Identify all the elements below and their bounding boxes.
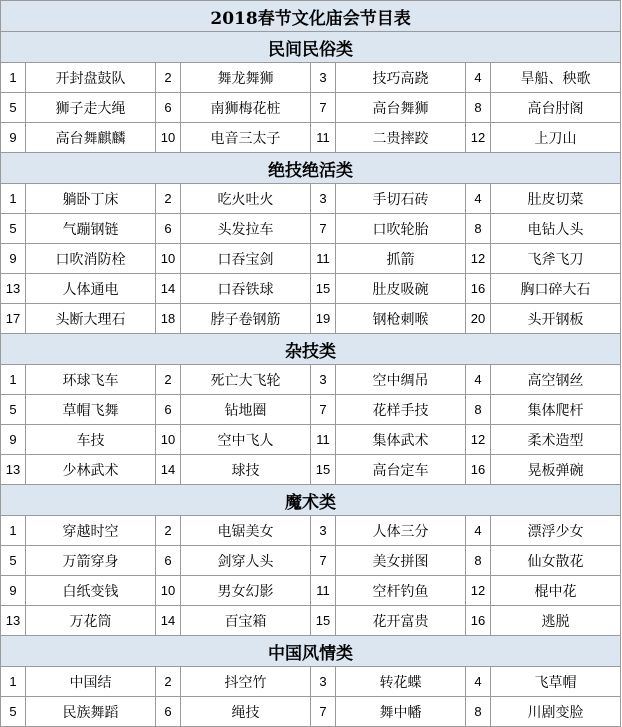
program-name: 死亡大飞轮 bbox=[181, 365, 311, 395]
program-number: 8 bbox=[466, 697, 491, 727]
program-number: 2 bbox=[156, 667, 181, 697]
program-number: 12 bbox=[466, 576, 491, 606]
program-name: 技巧高跷 bbox=[336, 63, 466, 93]
program-name: 剑穿人头 bbox=[181, 546, 311, 576]
program-name: 仙女散花 bbox=[491, 546, 621, 576]
program-number: 9 bbox=[1, 244, 26, 274]
program-name: 躺卧丁床 bbox=[26, 184, 156, 214]
program-name: 南狮梅花桩 bbox=[181, 93, 311, 123]
section-title: 绝技绝活类 bbox=[1, 153, 621, 184]
program-name: 万花筒 bbox=[26, 606, 156, 636]
table-row bbox=[1, 63, 621, 93]
table-row bbox=[1, 667, 621, 697]
program-name: 男女幻影 bbox=[181, 576, 311, 606]
program-name: 逃脱 bbox=[491, 606, 621, 636]
program-number: 15 bbox=[311, 606, 336, 636]
program-name: 钻地圈 bbox=[181, 395, 311, 425]
program-name: 少林武术 bbox=[26, 455, 156, 485]
program-name: 花样手技 bbox=[336, 395, 466, 425]
program-number: 4 bbox=[466, 365, 491, 395]
program-name: 二贵摔跤 bbox=[336, 123, 466, 153]
program-number: 20 bbox=[466, 304, 491, 334]
program-number: 1 bbox=[1, 365, 26, 395]
program-name: 脖子卷钢筋 bbox=[181, 304, 311, 334]
program-number: 8 bbox=[466, 214, 491, 244]
program-name: 高台舞麒麟 bbox=[26, 123, 156, 153]
program-number: 9 bbox=[1, 123, 26, 153]
program-name: 集体爬杆 bbox=[491, 395, 621, 425]
program-number: 1 bbox=[1, 516, 26, 546]
program-number: 2 bbox=[156, 516, 181, 546]
program-number: 19 bbox=[311, 304, 336, 334]
program-number: 16 bbox=[466, 455, 491, 485]
program-name: 口吹消防栓 bbox=[26, 244, 156, 274]
program-name: 人体三分 bbox=[336, 516, 466, 546]
program-number: 6 bbox=[156, 395, 181, 425]
program-name: 开封盘鼓队 bbox=[26, 63, 156, 93]
section-title: 杂技类 bbox=[1, 334, 621, 365]
table-row bbox=[1, 546, 621, 576]
table-row bbox=[1, 274, 621, 304]
program-number: 8 bbox=[466, 93, 491, 123]
program-number: 11 bbox=[311, 576, 336, 606]
program-name: 白纸变钱 bbox=[26, 576, 156, 606]
program-name: 头开钢板 bbox=[491, 304, 621, 334]
program-number: 16 bbox=[466, 606, 491, 636]
program-number: 5 bbox=[1, 93, 26, 123]
section-header-row bbox=[1, 636, 621, 667]
program-number: 9 bbox=[1, 576, 26, 606]
title-row bbox=[1, 1, 621, 32]
table-row bbox=[1, 123, 621, 153]
program-number: 2 bbox=[156, 184, 181, 214]
program-name: 高台舞狮 bbox=[336, 93, 466, 123]
program-name: 中国结 bbox=[26, 667, 156, 697]
program-number: 12 bbox=[466, 123, 491, 153]
program-number: 4 bbox=[466, 63, 491, 93]
program-number: 5 bbox=[1, 214, 26, 244]
program-name: 电锯美女 bbox=[181, 516, 311, 546]
program-number: 7 bbox=[311, 697, 336, 727]
program-number: 5 bbox=[1, 697, 26, 727]
program-number: 18 bbox=[156, 304, 181, 334]
table-row bbox=[1, 576, 621, 606]
program-number: 10 bbox=[156, 123, 181, 153]
program-name: 口吞宝剑 bbox=[181, 244, 311, 274]
program-name: 车技 bbox=[26, 425, 156, 455]
program-name: 肚皮吸碗 bbox=[336, 274, 466, 304]
program-number: 5 bbox=[1, 546, 26, 576]
program-number: 12 bbox=[466, 425, 491, 455]
program-name: 环球飞车 bbox=[26, 365, 156, 395]
program-name: 抖空竹 bbox=[181, 667, 311, 697]
program-name: 高空钢丝 bbox=[491, 365, 621, 395]
table-row bbox=[1, 697, 621, 727]
program-number: 1 bbox=[1, 667, 26, 697]
table-row bbox=[1, 395, 621, 425]
section-header-row bbox=[1, 334, 621, 365]
program-name: 川剧变脸 bbox=[491, 697, 621, 727]
program-name: 旱船、秧歌 bbox=[491, 63, 621, 93]
program-name: 人体通电 bbox=[26, 274, 156, 304]
program-name: 美女拼图 bbox=[336, 546, 466, 576]
program-name: 舞中幡 bbox=[336, 697, 466, 727]
section-header-row bbox=[1, 153, 621, 184]
program-number: 6 bbox=[156, 214, 181, 244]
program-name: 钢枪刺喉 bbox=[336, 304, 466, 334]
program-name: 高台定车 bbox=[336, 455, 466, 485]
program-number: 15 bbox=[311, 455, 336, 485]
program-number: 9 bbox=[1, 425, 26, 455]
table-title: 2018春节文化庙会节目表 bbox=[1, 1, 621, 32]
program-name: 胸口碎大石 bbox=[491, 274, 621, 304]
program-name: 民族舞蹈 bbox=[26, 697, 156, 727]
program-number: 3 bbox=[311, 667, 336, 697]
program-name: 飞草帽 bbox=[491, 667, 621, 697]
program-number: 6 bbox=[156, 697, 181, 727]
program-name: 电钻人头 bbox=[491, 214, 621, 244]
program-name: 肚皮切菜 bbox=[491, 184, 621, 214]
program-number: 1 bbox=[1, 184, 26, 214]
program-number: 10 bbox=[156, 244, 181, 274]
program-name: 舞龙舞狮 bbox=[181, 63, 311, 93]
program-number: 7 bbox=[311, 395, 336, 425]
program-name: 上刀山 bbox=[491, 123, 621, 153]
program-number: 5 bbox=[1, 395, 26, 425]
program-name: 花开富贵 bbox=[336, 606, 466, 636]
program-name: 万箭穿身 bbox=[26, 546, 156, 576]
program-number: 13 bbox=[1, 606, 26, 636]
program-number: 11 bbox=[311, 425, 336, 455]
program-name: 草帽飞舞 bbox=[26, 395, 156, 425]
section-title: 中国风情类 bbox=[1, 636, 621, 667]
program-number: 11 bbox=[311, 244, 336, 274]
program-name: 电音三太子 bbox=[181, 123, 311, 153]
table-row bbox=[1, 184, 621, 214]
table-row bbox=[1, 516, 621, 546]
section-title: 魔术类 bbox=[1, 485, 621, 516]
table-row bbox=[1, 455, 621, 485]
program-number: 14 bbox=[156, 455, 181, 485]
program-name: 抓箭 bbox=[336, 244, 466, 274]
program-number: 14 bbox=[156, 606, 181, 636]
program-name: 口吞铁球 bbox=[181, 274, 311, 304]
program-number: 3 bbox=[311, 63, 336, 93]
program-number: 2 bbox=[156, 63, 181, 93]
program-number: 4 bbox=[466, 516, 491, 546]
table-row bbox=[1, 214, 621, 244]
program-name: 漂浮少女 bbox=[491, 516, 621, 546]
program-number: 17 bbox=[1, 304, 26, 334]
program-number: 13 bbox=[1, 455, 26, 485]
program-table-body bbox=[1, 1, 621, 727]
program-name: 柔术造型 bbox=[491, 425, 621, 455]
program-number: 15 bbox=[311, 274, 336, 304]
program-number: 13 bbox=[1, 274, 26, 304]
program-number: 7 bbox=[311, 546, 336, 576]
program-number: 8 bbox=[466, 395, 491, 425]
program-name: 晃板弹碗 bbox=[491, 455, 621, 485]
program-number: 6 bbox=[156, 546, 181, 576]
program-number: 7 bbox=[311, 93, 336, 123]
program-name: 空杆钓鱼 bbox=[336, 576, 466, 606]
program-number: 7 bbox=[311, 214, 336, 244]
program-name: 吃火吐火 bbox=[181, 184, 311, 214]
program-name: 空中绸吊 bbox=[336, 365, 466, 395]
program-number: 6 bbox=[156, 93, 181, 123]
program-number: 3 bbox=[311, 184, 336, 214]
program-name: 绳技 bbox=[181, 697, 311, 727]
program-name: 转花蝶 bbox=[336, 667, 466, 697]
program-name: 手切石砖 bbox=[336, 184, 466, 214]
program-name: 口吹轮胎 bbox=[336, 214, 466, 244]
section-header-row bbox=[1, 32, 621, 63]
table-row bbox=[1, 304, 621, 334]
program-number: 3 bbox=[311, 516, 336, 546]
program-name: 狮子走大绳 bbox=[26, 93, 156, 123]
program-number: 2 bbox=[156, 365, 181, 395]
table-row bbox=[1, 244, 621, 274]
program-number: 12 bbox=[466, 244, 491, 274]
table-row bbox=[1, 606, 621, 636]
program-number: 4 bbox=[466, 667, 491, 697]
program-name: 高台肘阁 bbox=[491, 93, 621, 123]
program-name: 棍中花 bbox=[491, 576, 621, 606]
section-title: 民间民俗类 bbox=[1, 32, 621, 63]
program-number: 10 bbox=[156, 425, 181, 455]
program-name: 头发拉车 bbox=[181, 214, 311, 244]
program-number: 4 bbox=[466, 184, 491, 214]
program-number: 3 bbox=[311, 365, 336, 395]
table-row bbox=[1, 365, 621, 395]
program-name: 空中飞人 bbox=[181, 425, 311, 455]
program-number: 16 bbox=[466, 274, 491, 304]
table-row bbox=[1, 93, 621, 123]
program-name: 气蹦钢链 bbox=[26, 214, 156, 244]
program-name: 穿越时空 bbox=[26, 516, 156, 546]
section-header-row bbox=[1, 485, 621, 516]
program-number: 11 bbox=[311, 123, 336, 153]
program-number: 8 bbox=[466, 546, 491, 576]
program-name: 百宝箱 bbox=[181, 606, 311, 636]
table-row bbox=[1, 425, 621, 455]
program-name: 头断大理石 bbox=[26, 304, 156, 334]
program-name: 飞斧飞刀 bbox=[491, 244, 621, 274]
program-number: 10 bbox=[156, 576, 181, 606]
program-number: 1 bbox=[1, 63, 26, 93]
program-number: 14 bbox=[156, 274, 181, 304]
program-name: 集体武术 bbox=[336, 425, 466, 455]
program-name: 球技 bbox=[181, 455, 311, 485]
